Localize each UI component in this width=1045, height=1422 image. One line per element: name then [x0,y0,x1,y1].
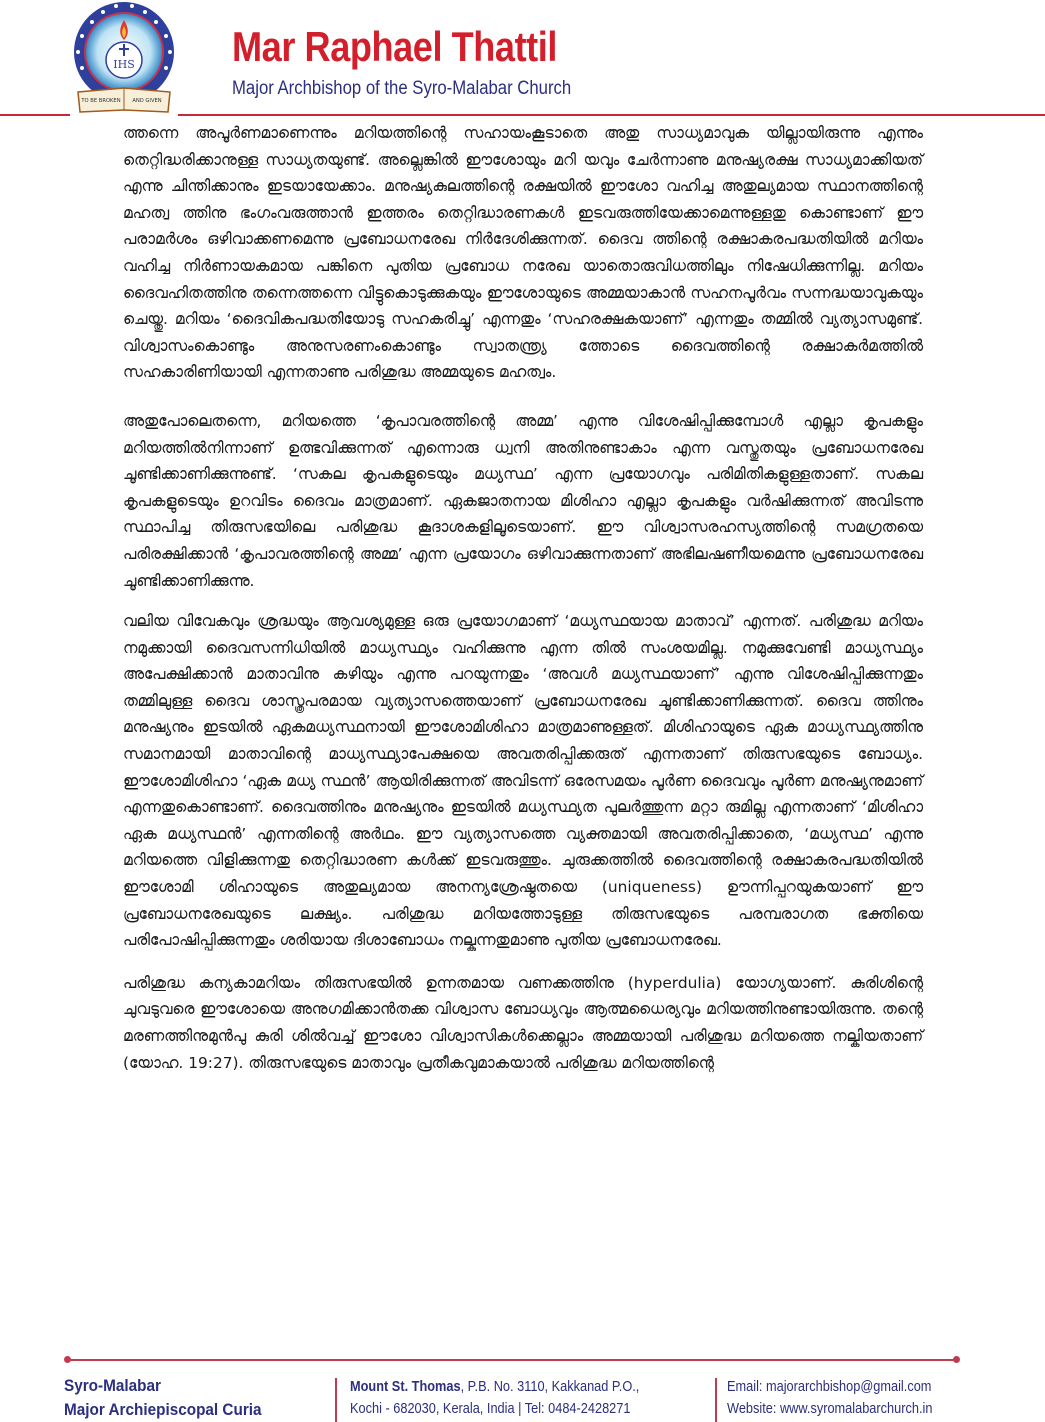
footer-divider [66,1359,958,1361]
footer-organization [64,1374,262,1422]
header-divider-right [178,114,1045,116]
footer-separator [335,1378,337,1422]
paragraph: ത്തന്നെ അപൂർണമാണെന്നും മറിയത്തിന്റെ സഹായംകൂടാതെ അതു സാധ്യമാവുക യില്ലായിരുന്നു എന്നും തെറ്റിദ്ധരിക്കാനുള്ള സാധ്യതയുണ്ട്. അല്ലെങ്കിൽ ഈശോയും മറി യവും ചേർന്നാണു മനുഷ്യരക്ഷ സാധ്യമാക്കിയത് എന്നു ചിന്തിക്കാനും ഇടയായേക്കാം. മനുഷ്യകുലത്തിന്റെ രക്ഷയിൽ ഈശോ വഹിച്ച അതുല്യമായ സ്ഥാനത്തിന്റെ മഹത്വ ത്തിനു ഭംഗംവരുത്താൻ ഇത്തരം തെറ്റിദ്ധാരണകൾ ഇടവരുത്തിയേക്കാമെന്നുള്ളതു കൊണ്ടാണ് ഈ പരാമർശം ഒഴിവാക്കണമെന്നു പ്രബോധനരേഖ നിർദേശിക്കുന്നത്. ദൈവ ത്തിന്റെ രക്ഷാകരപദ്ധതിയിൽ മറിയം വഹിച്ച നിർണായകമായ പങ്കിനെ പുതിയ പ്രബോധ നരേഖ യാതൊരുവിധത്തിലും നിഷേധിക്കുന്നില്ല. മറിയം ദൈവഹിതത്തിനു തന്നെത്തന്നെ വിട്ടുകൊടുക്കുകയും ഈശോയുടെ അമ്മയാകാൻ സഹനപൂർവം സന്നദ്ധയാവുകയും ചെയ്തു. മറിയം ‘ദൈവികപദ്ധതിയോടു സഹകരിച്ചു’ എന്നതും ‘സഹരക്ഷകയാണ്’ എന്നതും തമ്മിൽ വ്യത്യാസമുണ്ട്. വിശ്വാസംകൊണ്ടും അനുസരണംകൊണ്ടും സ്വാതന്ത്ര്യ ത്തോടെ ദൈവത്തിന്റെ രക്ഷാകർമത്തിൽ സഹകാരിണിയായി എന്നതാണു പരിശുദ്ധ അമ്മയുടെ മഹത്വം. [123,124,923,382]
paragraph: അതുപോലെതന്നെ, മറിയത്തെ ‘കൃപാവരത്തിന്റെ അമ്മ’ എന്നു വിശേഷിപ്പിക്കുമ്പോൾ എല്ലാ കൃപകളും മറിയത്തിൽനിന്നാണ് ഉത്ഭവിക്കുന്നത് എന്നൊരു ധ്വനി അതിനുണ്ടാകാം എന്ന വസ്തുതയും പ്രബോധനരേഖ ചൂണ്ടിക്കാണിക്കുന്നുണ്ട്. ‘സകല കൃപകളുടെയും മധ്യസ്ഥ’ എന്ന പ്രയോഗവും പരിമിതികളുള്ളതാണ്. സകല കൃപകളുടെയും ഉറവിടം ദൈവം മാത്രമാണ്. ഏകജാതനായ മിശിഹാ എല്ലാ കൃപകളും വർഷിക്കുന്നത് അവിടന്നു സ്ഥാപിച്ച തിരുസഭയിലെ പരിശുദ്ധ കൂദാശകളിലൂടെയാണ്. ഈ വിശ്വാസരഹസ്യത്തിന്റെ സമഗ്രതയെ പരിരക്ഷിക്കാൻ ‘കൃപാവരത്തിന്റെ അമ്മ’ എന്ന പ്രയോഗം ഒഴിവാക്കുന്നതാണ് അഭിലഷണീയമെന്നു പ്രബോധനരേഖ ചൂണ്ടിക്കാണിക്കുന്നു. [123,411,923,590]
cross-bar [119,48,129,50]
church-emblem-icon [70,0,178,122]
org-line-1: Syro-Malabar [64,1376,161,1395]
letterhead-footer [0,1350,1045,1422]
footer-separator [715,1378,717,1422]
email-link[interactable]: Email: majorarchbishop@gmail.com [727,1379,932,1395]
ribbon-right-text: AND GIVEN [132,98,162,104]
document-body [123,120,923,1094]
address-name: Mount St. Thomas [350,1379,461,1395]
letterhead-header [0,0,1045,122]
emblem-svg [70,0,178,122]
address-line-1 [350,1376,639,1398]
header-subtitle: Major Archbishop of the Syro-Malabar Church [232,78,572,99]
paragraph: വലിയ വിവേകവും ശ്രദ്ധയും ആവശ്യമുള്ള ഒരു പ്രയോഗമാണ് ‘മധ്യസ്ഥയായ മാതാവ്’ എന്നത്. പരിശുദ്ധ മറിയം നമുക്കായി ദൈവസന്നിധിയിൽ മാധ്യസ്ഥ്യം വഹിക്കുന്നു എന്ന തിൽ സംശയമില്ല. നമുക്കുവേണ്ടി മാധ്യസ്ഥ്യം അപേക്ഷിക്കാൻ മാതാവിനു കഴിയും എന്നു പറയുന്നതും ‘അവൾ മധ്യസ്ഥയാണ്’ എന്നു വിശേഷിപ്പിക്കുന്നതും തമ്മിലുള്ള ദൈവ ശാസ്ത്രപരമായ വ്യത്യാസത്തെയാണ് പ്രബോധനരേഖ ചൂണ്ടിക്കാണിക്കുന്നത്. ദൈവ ത്തിനും മനുഷ്യനും ഇടയിൽ ഏകമധ്യസ്ഥനായി ഈശോമിശിഹാ മാത്രമാണുള്ളത്. മിശിഹായുടെ ഏക മാധ്യസ്ഥ്യത്തിനു സമാനമായി മാതാവിന്റെ മാധ്യസ്ഥ്യാപേക്ഷയെ അവതരിപ്പിക്കരുത് എന്നതാണ് തിരുസഭയുടെ ബോധ്യം. ഈശോമിശിഹാ ‘ഏക മധ്യ സ്ഥൻ’ ആയിരിക്കുന്നത് അവിടന്ന് ഒരേസമയം പൂർണ ദൈവവും പൂർണ മനുഷ്യനുമാണ് എന്നതുകൊണ്ടാണ്. ദൈവത്തിനും മനുഷ്യനും ഇടയിൽ മധ്യസ്ഥ്യത പുലർത്തുന്ന മറ്റാ രുമില്ല എന്നതാണ് ‘മിശിഹാ ഏക മധ്യസ്ഥൻ’ എന്നതിന്റെ അർഥം. ഈ വ്യത്യാസത്തെ വ്യക്തമായി അവതരിപ്പിക്കാതെ, ‘മധ്യസ്ഥ’ എന്നു മറിയത്തെ വിളിക്കുന്നതു തെറ്റിദ്ധാരണ കൾക്ക് ഇടവരുത്തും. ചുരുക്കത്തിൽ ദൈവത്തിന്റെ രക്ഷാകരപദ്ധതിയിൽ ഈശോമി ശിഹായുടെ അതുല്യമായ അനന്യശ്രേഷ്ഠതയെ (uniqueness) ഊന്നിപ്പറയുകയാണ് ഈ പ്രബോധനരേഖയുടെ ലക്ഷ്യം. പരിശുദ്ധ മറിയത്തോടുള്ള തിരുസഭയുടെ പരമ്പരാഗത ഭക്തിയെ പരിപോഷിപ്പിക്കുന്നതും ശരിയായ ദിശാബോധം നല്കുന്നതുമാണു പുതിയ പ്രബോധനരേഖ. [123,612,923,950]
address-rest: , P.B. No. 3110, Kakkanad P.O., [460,1379,640,1395]
header-title: Mar Raphael Thattil [232,23,557,70]
emblem-monogram: IHS [113,58,135,71]
website-link[interactable]: Website: www.syromalabarchurch.in [727,1401,933,1417]
ribbon-left-text: TO BE BROKEN [81,98,121,104]
org-line-2: Major Archiepiscopal Curia [64,1400,262,1419]
paragraph: പരിശുദ്ധ കന്യകാമറിയം തിരുസഭയിൽ ഉന്നതമായ വണക്കത്തിനു (hyperdulia) യോഗ്യയാണ്. കുരിശിന്റെ ചുവടുവരെ ഈശോയെ അനുഗമിക്കാൻതക്ക വിശ്വാസ ബോധ്യവും ആത്മധൈര്യവും മറിയത്തിനുണ്ടായിരുന്നു. തന്റെ മരണത്തിനുമുൻപു കുരി ശിൽവച്ച് ഈശോ വിശ്വാസികൾക്കെല്ലാം അമ്മയായി പരിശുദ്ധ മറിയത്തെ നല്കിയതാണ് (യോഹ. 19:27). തിരുസഭയുടെ മാതാവും പ്രതീകവുമാകയാൽ പരിശുദ്ധ മറിയത്തിന്റെ [123,973,923,1072]
header-divider-left [0,114,70,116]
footer-address [350,1376,639,1420]
divider-dot-left [64,1356,71,1363]
address-line-2: Kochi - 682030, Kerala, India | Tel: 0484-2428271 [350,1401,631,1417]
footer-contact [727,1376,932,1420]
divider-dot-right [953,1356,960,1363]
